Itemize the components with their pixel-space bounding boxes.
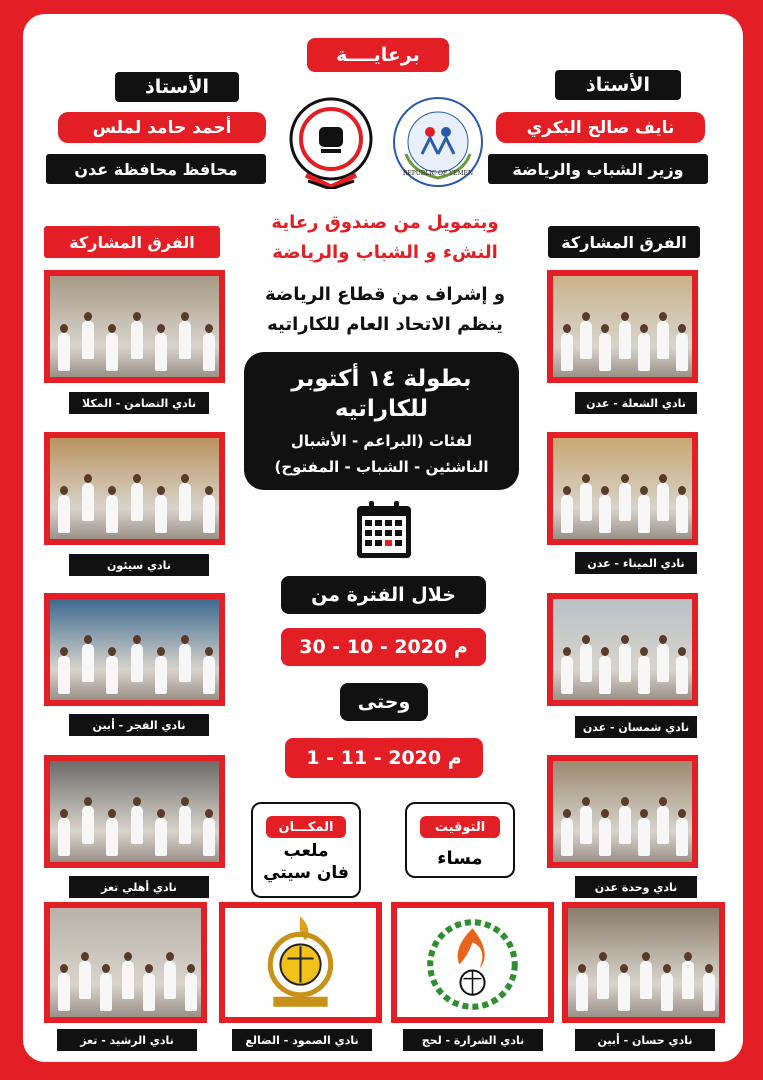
athlete-figure bbox=[597, 961, 609, 999]
championship-subtitle: للكاراتيه bbox=[334, 396, 429, 422]
team-caption: نادي شمسان - عدن bbox=[575, 716, 697, 738]
athlete-figure bbox=[155, 333, 167, 371]
team-caption: نادي الصمود - الضالع bbox=[232, 1029, 372, 1051]
team-photo bbox=[50, 761, 219, 862]
team-photo-frame bbox=[391, 902, 554, 1023]
athlete-figure bbox=[106, 495, 118, 533]
athlete-figure bbox=[619, 806, 631, 844]
left-sponsor-role: محافظ محافظة عدن bbox=[46, 154, 266, 184]
athlete-figure bbox=[106, 818, 118, 856]
athlete-figure bbox=[657, 321, 669, 359]
athlete-figure bbox=[203, 656, 215, 694]
athlete-figure bbox=[164, 961, 176, 999]
timing-value: مساء bbox=[437, 848, 483, 869]
right-sponsor-title: الأستاذ bbox=[555, 70, 681, 100]
period-end-date: 1 - 11 - 2020 م bbox=[285, 738, 483, 778]
team-photo bbox=[50, 276, 219, 377]
athlete-figure bbox=[661, 973, 673, 1011]
athlete-figure bbox=[676, 495, 688, 533]
athlete-figure bbox=[179, 806, 191, 844]
team-photo bbox=[553, 438, 692, 539]
place-line-1: ملعب bbox=[283, 841, 329, 861]
place-label: المكـــان bbox=[266, 816, 346, 838]
athlete-figure bbox=[599, 333, 611, 371]
left-sponsor-title: الأستاذ bbox=[115, 72, 239, 102]
athlete-figure bbox=[599, 818, 611, 856]
athlete-figure bbox=[155, 818, 167, 856]
athlete-figure bbox=[561, 818, 573, 856]
ministry-logo bbox=[392, 96, 484, 188]
athlete-figure bbox=[619, 483, 631, 521]
athlete-figure bbox=[580, 483, 592, 521]
athlete-figure bbox=[122, 961, 134, 999]
team-photo-frame bbox=[547, 432, 698, 545]
athlete-figure bbox=[143, 973, 155, 1011]
ministry-logo-text: REPUBLIC OF YEMEN bbox=[402, 170, 474, 177]
team-photo-frame bbox=[562, 902, 725, 1023]
team-photo bbox=[553, 276, 692, 377]
athlete-figure bbox=[179, 321, 191, 359]
athlete-figure bbox=[203, 818, 215, 856]
athlete-figure bbox=[618, 973, 630, 1011]
athlete-figure bbox=[580, 321, 592, 359]
athlete-figure bbox=[657, 483, 669, 521]
right-sponsor-name: نايف صالح البكري bbox=[496, 112, 705, 143]
athlete-figure bbox=[58, 656, 70, 694]
athlete-figure bbox=[580, 644, 592, 682]
club-logo-flame bbox=[397, 908, 548, 1017]
funding-line-2: النشء و الشباب والرياضة bbox=[272, 242, 498, 263]
team-caption: نادي أهلي تعز bbox=[69, 876, 209, 898]
athlete-figure bbox=[561, 656, 573, 694]
athlete-figure bbox=[155, 656, 167, 694]
team-photo-frame bbox=[44, 432, 225, 545]
team-caption: نادي الشرارة - لحج bbox=[403, 1029, 543, 1051]
organizer-line: ينظم الاتحاد العام للكاراتيه bbox=[267, 314, 503, 335]
athlete-figure bbox=[638, 656, 650, 694]
athlete-figure bbox=[155, 495, 167, 533]
period-label: خلال الفترة من bbox=[281, 576, 486, 614]
athlete-figure bbox=[185, 973, 197, 1011]
athlete-figure bbox=[82, 644, 94, 682]
athlete-figure bbox=[640, 961, 652, 999]
place-line-2: فان سيتي bbox=[263, 863, 349, 883]
athlete-figure bbox=[638, 333, 650, 371]
team-photo-frame bbox=[547, 593, 698, 706]
team-photo bbox=[553, 761, 692, 862]
team-photo-frame bbox=[219, 902, 382, 1023]
athlete-figure bbox=[82, 806, 94, 844]
athlete-figure bbox=[131, 321, 143, 359]
athlete-figure bbox=[100, 973, 112, 1011]
athlete-figure bbox=[580, 806, 592, 844]
athlete-figure bbox=[131, 644, 143, 682]
team-photo bbox=[553, 599, 692, 700]
athlete-figure bbox=[82, 483, 94, 521]
right-sponsor-role: وزير الشباب والرياضة bbox=[488, 154, 708, 184]
athlete-figure bbox=[599, 656, 611, 694]
supervision-line: و إشراف من قطاع الرياضة bbox=[264, 284, 506, 305]
team-caption: نادي الرشيد - تعز bbox=[57, 1029, 197, 1051]
athlete-figure bbox=[619, 644, 631, 682]
period-start-date: 30 - 10 - 2020 م bbox=[281, 628, 486, 666]
athlete-figure bbox=[619, 321, 631, 359]
team-photo bbox=[50, 599, 219, 700]
calendar-icon bbox=[355, 500, 413, 560]
team-photo-frame bbox=[547, 270, 698, 383]
athlete-figure bbox=[657, 806, 669, 844]
athlete-figure bbox=[58, 495, 70, 533]
team-caption: نادي الميناء - عدن bbox=[575, 552, 697, 574]
athlete-figure bbox=[58, 973, 70, 1011]
athlete-figure bbox=[82, 321, 94, 359]
athlete-figure bbox=[58, 333, 70, 371]
team-photo bbox=[50, 438, 219, 539]
team-caption: نادي التضامن - المكلا bbox=[69, 392, 209, 414]
athlete-figure bbox=[638, 495, 650, 533]
team-caption: نادي وحدة عدن bbox=[575, 876, 697, 898]
athlete-figure bbox=[131, 806, 143, 844]
team-photo-frame bbox=[44, 755, 225, 868]
club-logo-ball bbox=[225, 908, 376, 1017]
federation-logo bbox=[286, 97, 376, 189]
athlete-figure bbox=[561, 333, 573, 371]
timing-label: التوقيت bbox=[420, 816, 500, 838]
left-teams-heading: الفرق المشاركة bbox=[44, 226, 220, 258]
athlete-figure bbox=[703, 973, 715, 1011]
team-caption: نادي سيئون bbox=[69, 554, 209, 576]
team-caption: نادي الشعلة - عدن bbox=[575, 392, 697, 414]
athlete-figure bbox=[657, 644, 669, 682]
athlete-figure bbox=[179, 483, 191, 521]
team-photo-frame bbox=[44, 270, 225, 383]
period-until: وحتى bbox=[340, 683, 428, 721]
athlete-figure bbox=[676, 818, 688, 856]
right-teams-heading: الفرق المشاركة bbox=[548, 226, 700, 258]
athlete-figure bbox=[131, 483, 143, 521]
athlete-figure bbox=[638, 818, 650, 856]
athlete-figure bbox=[676, 333, 688, 371]
championship-title: بطولة ١٤ أكتوبر bbox=[291, 366, 472, 392]
athlete-figure bbox=[682, 961, 694, 999]
athlete-figure bbox=[599, 495, 611, 533]
team-photo bbox=[568, 908, 719, 1017]
athlete-figure bbox=[179, 644, 191, 682]
athlete-figure bbox=[79, 961, 91, 999]
athlete-figure bbox=[676, 656, 688, 694]
athlete-figure bbox=[106, 333, 118, 371]
athlete-figure bbox=[576, 973, 588, 1011]
sponsorship-heading: برعايــــة bbox=[307, 38, 449, 72]
team-photo-frame bbox=[44, 593, 225, 706]
left-sponsor-name: أحمد حامد لملس bbox=[58, 112, 266, 143]
team-caption: نادي حسان - أبين bbox=[575, 1029, 715, 1051]
categories-line-1: لفئات (البراعم - الأشبال bbox=[290, 432, 473, 450]
team-photo bbox=[50, 908, 201, 1017]
athlete-figure bbox=[58, 818, 70, 856]
funding-line-1: وبتمويل من صندوق رعاية bbox=[271, 212, 499, 233]
athlete-figure bbox=[203, 495, 215, 533]
athlete-figure bbox=[203, 333, 215, 371]
team-photo-frame bbox=[44, 902, 207, 1023]
team-caption: نادي الفجر - أبين bbox=[69, 714, 209, 736]
athlete-figure bbox=[561, 495, 573, 533]
team-photo-frame bbox=[547, 755, 698, 868]
categories-line-2: الناشئين - الشباب - المفتوح) bbox=[274, 458, 489, 476]
athlete-figure bbox=[106, 656, 118, 694]
